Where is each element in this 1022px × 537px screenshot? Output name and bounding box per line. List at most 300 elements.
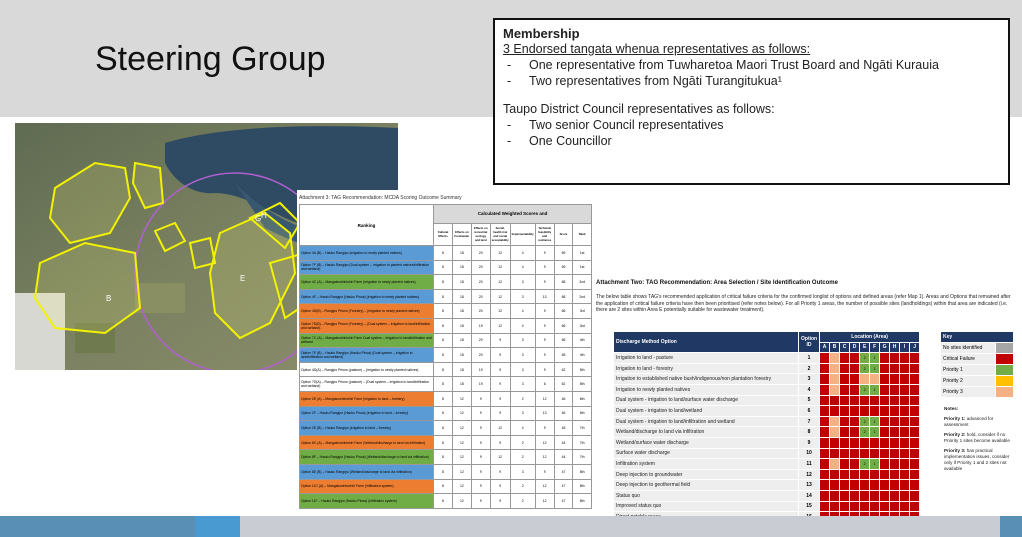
discharge-option-cell: Infiltration system — [614, 459, 799, 470]
mcda-value-cell: 9 — [490, 406, 510, 421]
bottom-strip — [0, 516, 1022, 537]
location-cell — [910, 469, 920, 480]
mcda-row — [300, 464, 592, 479]
mcda-value-cell: 18 — [452, 275, 471, 290]
location-cell — [820, 490, 830, 501]
location-cell — [830, 416, 840, 427]
location-cell — [820, 501, 830, 512]
location-cell — [910, 374, 920, 385]
mcda-value-cell: 18 — [452, 348, 471, 363]
location-cell: 2 — [860, 459, 870, 470]
location-cell — [850, 384, 860, 395]
location-cell — [860, 480, 870, 491]
discharge-option-cell: Irrigation to land - forestry — [614, 363, 799, 374]
mcda-option-cell: Option 4D(A) – Rangipo Prison (pasture) – (irrigation to newly planted natives) — [300, 362, 434, 377]
mcda-value-cell: 6th — [573, 406, 592, 421]
location-cell — [820, 427, 830, 438]
mcda-value-cell: 9 — [471, 406, 490, 421]
mcda-value-cell: 9 — [535, 246, 554, 261]
discharge-option-cell: Dual system - irrigation to land/infiltration and wetland — [614, 416, 799, 427]
location-cell — [820, 406, 830, 417]
mcda-value-cell: 9 — [535, 275, 554, 290]
mcda-value-cell: 12 — [490, 275, 510, 290]
selection-row — [614, 416, 920, 427]
location-cell — [830, 448, 840, 459]
mcda-row — [300, 450, 592, 465]
location-cell — [870, 490, 880, 501]
location-cell — [840, 469, 850, 480]
mcda-value-cell: 9 — [490, 464, 510, 479]
discharge-option-cell: Irrigation to established native bush/indigenous/non plantation forestry — [614, 374, 799, 385]
membership-item: - One representative from Tuwharetoa Maori Trust Board and Ngāti Kurauia — [507, 58, 939, 72]
location-cell — [840, 363, 850, 374]
mcda-value-cell: 3 — [510, 362, 535, 377]
mcda-value-cell: 69 — [554, 260, 573, 275]
mcda-value-cell: 9 — [471, 494, 490, 509]
location-cell — [830, 459, 840, 470]
mcda-option-cell: Option 4A (B) – Hauku Rangipo (irrigation to newly planted natives) — [300, 246, 434, 261]
mcda-option-cell: Option 4D(B) – Rangipo Prison (Forestry) – (irrigation to newly planted natives) — [300, 304, 434, 319]
mcda-value-cell: 3 — [510, 275, 535, 290]
location-cell — [820, 395, 830, 406]
mcda-value-cell: 6th — [573, 391, 592, 406]
location-cell — [910, 459, 920, 470]
option-id-cell: 15 — [799, 501, 820, 512]
council-item: - Two senior Council representatives — [507, 118, 724, 132]
area-header: J — [910, 342, 920, 353]
location-cell — [900, 384, 910, 395]
area-header: A — [820, 342, 830, 353]
mcda-row — [300, 391, 592, 406]
location-cell — [840, 437, 850, 448]
selection-row — [614, 459, 920, 470]
location-cell — [840, 480, 850, 491]
location-cell — [900, 363, 910, 374]
mcda-value-cell: 20 — [471, 304, 490, 319]
location-cell — [870, 406, 880, 417]
location-cell — [880, 437, 890, 448]
key-row — [941, 387, 1014, 398]
location-cell — [870, 448, 880, 459]
location-cell — [890, 459, 900, 470]
location-cell — [890, 427, 900, 438]
mcda-value-cell: 9 — [535, 318, 554, 333]
area-header: F — [870, 342, 880, 353]
map-label: G — [255, 214, 262, 223]
location-cell — [870, 374, 880, 385]
mcda-option-cell: Option 2E (A) – Mangakowhiriwhiri Farm (irrigation to land – forestry) — [300, 391, 434, 406]
mcda-value-cell: 12 — [452, 494, 471, 509]
mcda-row — [300, 304, 592, 319]
location-cell — [890, 490, 900, 501]
mcda-row — [300, 406, 592, 421]
mcda-option-cell: Option 4F – Hauku Rangipo (Hauku Pinoa) (irrigation to newly planted natives) — [300, 289, 434, 304]
mcda-option-cell: Option 2F – Hauku Rangipo (Hauku Pinoa) (irrigation to land – forestry) — [300, 406, 434, 421]
key-row — [941, 365, 1014, 376]
option-id-cell: 10 — [799, 448, 820, 459]
location-cell — [900, 406, 910, 417]
location-cell — [840, 395, 850, 406]
option-id-cell: 7 — [799, 416, 820, 427]
mcda-value-cell: 68 — [554, 289, 573, 304]
location-cell — [890, 480, 900, 491]
location-cell — [840, 427, 850, 438]
discharge-option-cell: Surface water discharge — [614, 448, 799, 459]
location-cell — [860, 374, 870, 385]
location-cell — [880, 363, 890, 374]
mcda-value-cell: 12 — [452, 391, 471, 406]
mcda-scores-header: Calculated Weighted Scores and — [434, 205, 592, 224]
mcda-row — [300, 435, 592, 450]
selection-row — [614, 501, 920, 512]
location-cell — [850, 437, 860, 448]
location-cell — [850, 427, 860, 438]
mcda-value-cell: 9 — [535, 421, 554, 436]
location-cell — [910, 395, 920, 406]
location-cell — [900, 448, 910, 459]
location-cell — [850, 459, 860, 470]
membership-box — [493, 18, 1010, 185]
mcda-value-cell: 12 — [452, 450, 471, 465]
location-cell: 2 — [860, 416, 870, 427]
mcda-option-cell: Option 11C (A) – Mangakowhiriwhiri Farm (Infiltration system) — [300, 479, 434, 494]
location-cell — [830, 406, 840, 417]
mcda-column-header: Effects on terrestrial ecology and land — [471, 223, 490, 245]
location-cell — [870, 480, 880, 491]
location-cell — [900, 374, 910, 385]
mcda-value-cell: 3rd — [573, 318, 592, 333]
mcda-value-cell: 1st — [573, 260, 592, 275]
mcda-value-cell: 13 — [535, 289, 554, 304]
mcda-value-cell: 9 — [471, 450, 490, 465]
location-cell — [880, 459, 890, 470]
location-cell — [820, 384, 830, 395]
location-cell — [880, 427, 890, 438]
mcda-value-cell: 9 — [471, 479, 490, 494]
mcda-value-cell: 2 — [510, 435, 535, 450]
selection-row — [614, 353, 920, 364]
mcda-value-cell: 3 — [510, 289, 535, 304]
mcda-value-cell: 47 — [554, 479, 573, 494]
location-cell — [880, 416, 890, 427]
mcda-value-cell: 12 — [490, 318, 510, 333]
mcda-value-cell: 19 — [471, 362, 490, 377]
location-cell: 1 — [870, 416, 880, 427]
mcda-value-cell: 3 — [510, 377, 535, 392]
mcda-value-cell: 7th — [573, 450, 592, 465]
location-cell — [900, 490, 910, 501]
location-cell: 1 — [870, 384, 880, 395]
mcda-value-cell: 9 — [490, 391, 510, 406]
location-cell — [840, 448, 850, 459]
location-cell — [820, 459, 830, 470]
key-panel — [940, 331, 1014, 398]
mcda-value-cell: 12 — [490, 304, 510, 319]
selection-paragraph: The below table shows TAG's recommended application of critical failure criteria for the confirmed longlist of options and defined areas (refer Map 1). Areas and Options that remained after the application of critical failure criteria have then been prioritised (refer notes below). For all Priority 1 areas, the number of possible sites (landholdings) within that area are indicated (i.e. there are 2 sites within Area E potentially suitable for wastewater treatment). — [596, 294, 1011, 313]
mcda-value-cell: 6 — [535, 377, 554, 392]
mcda-value-cell: 12 — [490, 289, 510, 304]
mcda-row — [300, 362, 592, 377]
mcda-value-cell: 4th — [573, 348, 592, 363]
key-row — [941, 343, 1014, 354]
mcda-value-cell: 12 — [535, 435, 554, 450]
mcda-column-header: Score — [554, 223, 573, 245]
location-cell — [910, 448, 920, 459]
map-label: B — [106, 294, 112, 303]
council-item: - One Councillor — [507, 134, 612, 148]
location-cell: 1 — [870, 363, 880, 374]
mcda-value-cell: 9 — [490, 377, 510, 392]
location-cell — [890, 469, 900, 480]
option-id-cell: 6 — [799, 406, 820, 417]
location-cell — [830, 469, 840, 480]
mcda-value-cell: 12 — [490, 246, 510, 261]
mcda-value-cell: 46 — [554, 391, 573, 406]
mcda-value-cell: 12 — [452, 421, 471, 436]
mcda-value-cell: 47 — [554, 464, 573, 479]
slide-title: Steering Group — [95, 40, 326, 78]
discharge-option-cell: Irrigation to newly planted natives — [614, 384, 799, 395]
location-cell — [850, 490, 860, 501]
key-row — [941, 354, 1014, 365]
selection-row — [614, 363, 920, 374]
option-id-cell: 14 — [799, 490, 820, 501]
key-heading: Key — [941, 332, 1014, 343]
option-id-cell: 8 — [799, 427, 820, 438]
area-header: D — [850, 342, 860, 353]
location-cell — [840, 353, 850, 364]
mcda-option-cell: Option 7C (A) – Mangakowhiriwhiri Farm Dual system – irrigation to land/infiltration and wetland — [300, 333, 434, 348]
location-cell — [820, 437, 830, 448]
location-cell — [830, 480, 840, 491]
location-cell: 1 — [870, 427, 880, 438]
location-cell — [860, 406, 870, 417]
mcda-value-cell: 20 — [471, 246, 490, 261]
mcda-value-cell: 9 — [535, 464, 554, 479]
notes-heading: Notes: — [944, 406, 959, 411]
area-header: B — [830, 342, 840, 353]
mcda-value-cell: 9 — [490, 348, 510, 363]
council-heading: Taupo District Council representatives as follows: — [503, 102, 775, 116]
mcda-row — [300, 318, 592, 333]
mcda-value-cell: 2 — [510, 494, 535, 509]
mcda-value-cell: 8 — [434, 391, 453, 406]
location-cell — [830, 427, 840, 438]
mcda-value-cell: 18 — [452, 246, 471, 261]
mcda-value-cell: 9 — [490, 435, 510, 450]
location-cell — [890, 501, 900, 512]
location-cell — [880, 469, 890, 480]
mcda-value-cell: 12 — [490, 450, 510, 465]
mcda-value-cell: 19 — [471, 377, 490, 392]
mcda-value-cell: 8 — [434, 304, 453, 319]
mcda-row — [300, 289, 592, 304]
mcda-row — [300, 260, 592, 275]
mcda-value-cell: 8 — [434, 246, 453, 261]
location-cell — [890, 416, 900, 427]
location-cell — [880, 480, 890, 491]
option-id-cell: 1 — [799, 353, 820, 364]
location-cell — [880, 395, 890, 406]
mcda-value-cell: 4 — [510, 260, 535, 275]
mcda-column-header: Implementability — [510, 223, 535, 245]
location-cell — [850, 353, 860, 364]
location-cell — [850, 395, 860, 406]
discharge-option-cell: Dual system - irrigation to land/surface water discharge — [614, 395, 799, 406]
mcda-value-cell: 18 — [452, 333, 471, 348]
mcda-value-cell: 12 — [452, 406, 471, 421]
key-label: Priority 2 — [941, 376, 996, 387]
location-cell — [850, 448, 860, 459]
area-header: G — [880, 342, 890, 353]
mcda-value-cell: 9 — [471, 435, 490, 450]
location-cell — [910, 384, 920, 395]
location-cell — [840, 459, 850, 470]
mcda-value-cell: 12 — [452, 435, 471, 450]
selection-row — [614, 469, 920, 480]
mcda-value-cell: 5th — [573, 377, 592, 392]
note-item: Priority 1: advanced for assessment — [944, 416, 994, 427]
location-cell — [850, 363, 860, 374]
mcda-value-cell: 18 — [452, 289, 471, 304]
option-id-cell: 5 — [799, 395, 820, 406]
option-id-cell: 2 — [799, 363, 820, 374]
mcda-summary-table — [297, 190, 592, 520]
location-cell — [900, 469, 910, 480]
location-cell — [830, 490, 840, 501]
mcda-value-cell: 20 — [471, 348, 490, 363]
location-cell — [910, 480, 920, 491]
mcda-row — [300, 494, 592, 509]
mcda-value-cell: 12 — [452, 464, 471, 479]
location-cell — [900, 416, 910, 427]
mcda-value-cell: 8 — [434, 362, 453, 377]
location-cell — [860, 469, 870, 480]
discharge-option-header: Discharge Method Option — [614, 332, 799, 353]
location-cell — [840, 384, 850, 395]
location-cell — [870, 437, 880, 448]
mcda-value-cell: 8 — [434, 494, 453, 509]
mcda-value-cell: 9 — [535, 260, 554, 275]
location-cell — [890, 406, 900, 417]
mcda-column-header: Cultural Effects — [434, 223, 453, 245]
mcda-value-cell: 8th — [573, 464, 592, 479]
mcda-value-cell: 62 — [554, 362, 573, 377]
location-cell — [820, 374, 830, 385]
location-cell — [880, 406, 890, 417]
location-cell — [850, 469, 860, 480]
location-cell — [820, 480, 830, 491]
location-cell — [910, 427, 920, 438]
mcda-value-cell: 20 — [471, 260, 490, 275]
mcda-option-cell: Option 11F – Hauku Rangipo (Hauku Pinoa) (Infiltration system) — [300, 494, 434, 509]
location-cell — [910, 501, 920, 512]
selection-row — [614, 480, 920, 491]
location-cell — [850, 406, 860, 417]
mcda-value-cell: 18 — [452, 377, 471, 392]
mcda-option-cell: Option 7E (B) – Hauku Rangipo (Hauku Pinoa) (Dual system – irrigation to land/infiltration and wetland) — [300, 348, 434, 363]
notes-panel — [944, 406, 1016, 476]
mcda-value-cell: 8 — [434, 435, 453, 450]
location-cell — [900, 480, 910, 491]
mcda-value-cell: 18 — [452, 304, 471, 319]
mcda-value-cell: 8 — [434, 450, 453, 465]
mcda-value-cell: 9 — [471, 464, 490, 479]
mcda-value-cell: 18 — [452, 362, 471, 377]
location-cell — [910, 406, 920, 417]
mcda-value-cell: 4th — [573, 333, 592, 348]
location-cell — [860, 490, 870, 501]
selection-row — [614, 395, 920, 406]
discharge-option-cell: Improved status quo — [614, 501, 799, 512]
mcda-value-cell: 12 — [535, 479, 554, 494]
option-id-cell: 4 — [799, 384, 820, 395]
key-swatch — [996, 365, 1014, 376]
mcda-value-cell: 9 — [535, 304, 554, 319]
mcda-value-cell: 3rd — [573, 304, 592, 319]
option-id-cell: 9 — [799, 437, 820, 448]
mcda-column-header: Effects on Freshwater — [452, 223, 471, 245]
location-cell — [860, 448, 870, 459]
option-id-cell: 3 — [799, 374, 820, 385]
mcda-value-cell: 3 — [510, 464, 535, 479]
location-cell — [860, 501, 870, 512]
mcda-value-cell: 8 — [434, 464, 453, 479]
mcda-value-cell: 8th — [573, 494, 592, 509]
mcda-row — [300, 421, 592, 436]
selection-row — [614, 427, 920, 438]
option-id-cell: 12 — [799, 469, 820, 480]
location-cell: 2 — [860, 384, 870, 395]
location-cell — [890, 374, 900, 385]
location-header: Location (Area) — [820, 332, 920, 343]
location-cell — [890, 363, 900, 374]
mcda-value-cell: 2 — [510, 450, 535, 465]
option-id-cell: 11 — [799, 459, 820, 470]
mcda-value-cell: 4 — [510, 318, 535, 333]
mcda-value-cell: 44 — [554, 435, 573, 450]
location-cell — [850, 374, 860, 385]
selection-row — [614, 437, 920, 448]
mcda-value-cell: 65 — [554, 348, 573, 363]
location-cell — [830, 363, 840, 374]
mcda-value-cell: 9 — [535, 362, 554, 377]
mcda-row — [300, 479, 592, 494]
note-item: Priority 3: has practical implementation issues, consider only if Priority 1 and 2 sites not available — [944, 448, 1010, 471]
mcda-value-cell: 8 — [434, 333, 453, 348]
mcda-option-cell: Option 4C (A) – Mangakowhiriwhiri Farm (irrigation to newly planted natives) — [300, 275, 434, 290]
location-cell — [830, 353, 840, 364]
location-cell — [890, 437, 900, 448]
mcda-value-cell: 3 — [510, 406, 535, 421]
location-cell — [860, 437, 870, 448]
membership-heading: Membership — [503, 26, 580, 41]
mcda-value-cell: 19 — [471, 318, 490, 333]
location-cell — [900, 501, 910, 512]
mcda-option-cell: Option 8E (B) – Hauku Rangipo (Wetland/discharge to land via infiltration) — [300, 464, 434, 479]
location-cell — [870, 469, 880, 480]
mcda-value-cell: 12 — [490, 260, 510, 275]
location-cell — [850, 416, 860, 427]
mcda-value-cell: 9 — [471, 421, 490, 436]
mcda-row — [300, 275, 592, 290]
location-cell — [850, 480, 860, 491]
mcda-value-cell: 8 — [434, 406, 453, 421]
mcda-option-cell: Option 8F – Hauku Rangipo (Hauku Pinoa) (Wetland/discharge to land via infiltration) — [300, 450, 434, 465]
location-cell — [900, 353, 910, 364]
mcda-value-cell: 4 — [510, 246, 535, 261]
mcda-value-cell: 8 — [434, 275, 453, 290]
